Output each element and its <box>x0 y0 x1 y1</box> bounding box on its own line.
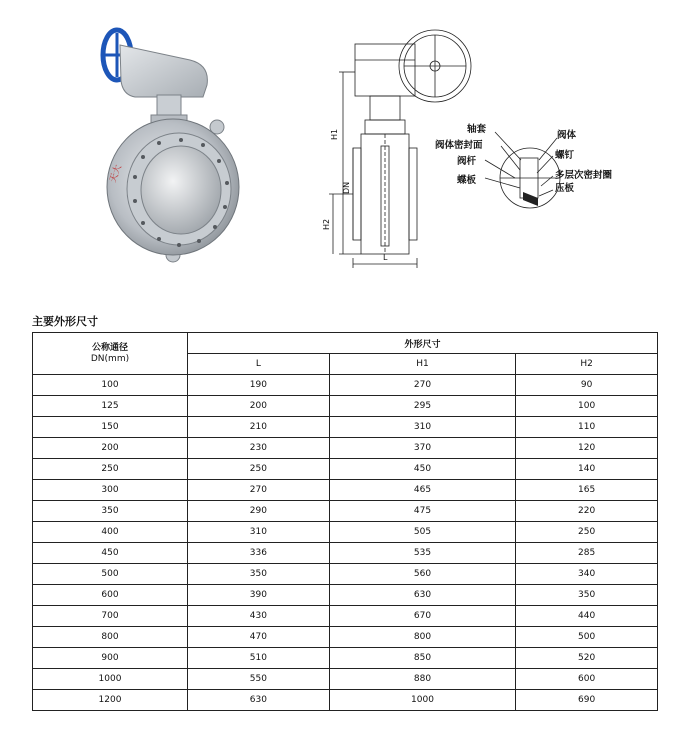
table-row <box>33 459 658 480</box>
table-cell: 520 <box>516 648 658 669</box>
table-cell: 290 <box>188 501 330 522</box>
table-cell: 630 <box>188 690 330 711</box>
table-row <box>33 585 658 606</box>
table-cell: 200 <box>188 396 330 417</box>
callout-shaft-sleeve: 轴套 <box>467 124 487 135</box>
table-cell: 600 <box>516 669 658 690</box>
callout-body-seal-face: 阀体密封面 <box>435 140 483 151</box>
table-row <box>33 690 658 711</box>
callout-valve-stem: 阀杆 <box>457 156 477 167</box>
dim-h2-label: H2 <box>322 218 331 230</box>
table-cell: 165 <box>516 480 658 501</box>
table-cell: 230 <box>188 438 330 459</box>
table-cell: 470 <box>188 627 330 648</box>
dim-l-label: L <box>383 253 388 262</box>
table-cell: 560 <box>329 564 515 585</box>
valve-dimension-drawing <box>322 28 655 278</box>
callout-press-plate: 压板 <box>555 183 575 194</box>
table-cell: 800 <box>33 627 188 648</box>
table-cell: 110 <box>516 417 658 438</box>
table-cell: 90 <box>516 375 658 396</box>
table-cell: 210 <box>188 417 330 438</box>
table-cell: 850 <box>329 648 515 669</box>
table-cell: 465 <box>329 480 515 501</box>
table-cell: 430 <box>188 606 330 627</box>
table-cell: 390 <box>188 585 330 606</box>
table-cell: 336 <box>188 543 330 564</box>
table-cell: 250 <box>516 522 658 543</box>
table-cell: 690 <box>516 690 658 711</box>
table-row <box>33 375 658 396</box>
header-h2: H2 <box>516 354 658 375</box>
table-cell: 310 <box>188 522 330 543</box>
table-cell: 200 <box>33 438 188 459</box>
table-row <box>33 480 658 501</box>
table-cell: 350 <box>33 501 188 522</box>
table-cell: 600 <box>33 585 188 606</box>
table-cell: 150 <box>33 417 188 438</box>
table-row <box>33 501 658 522</box>
table-cell: 270 <box>188 480 330 501</box>
dim-h1-label: H1 <box>330 128 339 140</box>
header-h1: H1 <box>329 354 515 375</box>
table-cell: 190 <box>188 375 330 396</box>
table-cell: 1000 <box>33 669 188 690</box>
table-cell: 285 <box>516 543 658 564</box>
table-row <box>33 543 658 564</box>
callout-screw: 螺钉 <box>555 150 575 161</box>
table-cell: 800 <box>329 627 515 648</box>
table-row <box>33 564 658 585</box>
table-cell: 120 <box>516 438 658 459</box>
table-cell: 140 <box>516 459 658 480</box>
section-title: 主要外形尺寸 <box>32 315 98 328</box>
table-row <box>33 396 658 417</box>
table-cell: 550 <box>188 669 330 690</box>
dimensions-table <box>32 332 658 711</box>
header-outline-dimensions: 外形尺寸 <box>188 333 658 354</box>
table-cell: 100 <box>516 396 658 417</box>
table-cell: 370 <box>329 438 515 459</box>
table-cell: 500 <box>516 627 658 648</box>
table-cell: 270 <box>329 375 515 396</box>
table-cell: 475 <box>329 501 515 522</box>
table-cell: 630 <box>329 585 515 606</box>
table-cell: 295 <box>329 396 515 417</box>
dim-dn-label: DN <box>342 181 351 194</box>
table-cell: 450 <box>329 459 515 480</box>
table-cell: 250 <box>188 459 330 480</box>
table-cell: 900 <box>33 648 188 669</box>
valve-photo <box>95 15 260 270</box>
table-cell: 450 <box>33 543 188 564</box>
table-cell: 350 <box>516 585 658 606</box>
header-l: L <box>188 354 330 375</box>
table-cell: 535 <box>329 543 515 564</box>
table-cell: 310 <box>329 417 515 438</box>
table-cell: 505 <box>329 522 515 543</box>
table-cell: 1000 <box>329 690 515 711</box>
table-row <box>33 627 658 648</box>
table-cell: 510 <box>188 648 330 669</box>
table-row <box>33 669 658 690</box>
table-cell: 670 <box>329 606 515 627</box>
table-cell: 220 <box>516 501 658 522</box>
callout-disc: 蝶板 <box>457 175 477 186</box>
table-cell: 1200 <box>33 690 188 711</box>
svg-text:天大: 天大 <box>108 163 124 185</box>
table-row <box>33 417 658 438</box>
table-cell: 440 <box>516 606 658 627</box>
table-row <box>33 648 658 669</box>
table-cell: 500 <box>33 564 188 585</box>
table-cell: 340 <box>516 564 658 585</box>
table-cell: 880 <box>329 669 515 690</box>
table-row <box>33 522 658 543</box>
table-cell: 700 <box>33 606 188 627</box>
table-cell: 300 <box>33 480 188 501</box>
table-row <box>33 438 658 459</box>
callout-multilayer-seal-ring: 多层次密封圈 <box>555 170 613 181</box>
table-cell: 350 <box>188 564 330 585</box>
table-cell: 125 <box>33 396 188 417</box>
callout-body: 阀体 <box>557 130 577 141</box>
table-cell: 250 <box>33 459 188 480</box>
table-row <box>33 606 658 627</box>
header-nominal-diameter: 公称通径 DN(mm) <box>33 333 188 375</box>
table-cell: 100 <box>33 375 188 396</box>
table-cell: 400 <box>33 522 188 543</box>
